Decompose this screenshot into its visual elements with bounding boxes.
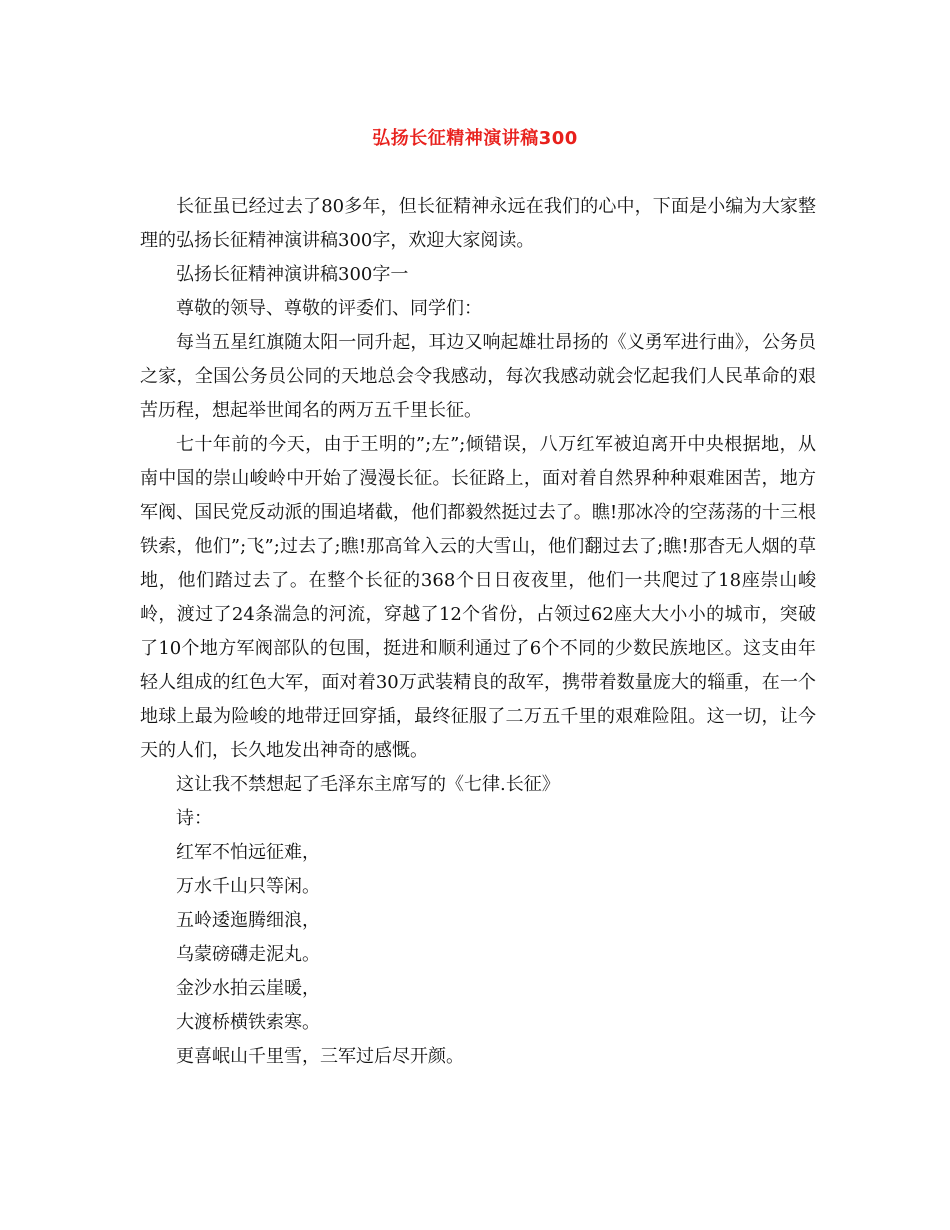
poem-line: 乌蒙磅礴走泥丸。 [176,944,320,965]
poem-line: 万水千山只等闲。 [176,876,320,897]
poem-line: 金沙水拍云崖暖， [176,978,320,999]
document-body [140,190,816,1074]
poem-line: 更喜岷山千里雪，三军过后尽开颜。 [176,1046,464,1067]
poem-line: 红军不怕远征难， [176,842,320,863]
speech-heading: 弘扬长征精神演讲稿300字一 [176,264,409,285]
poem-label: 诗： [176,808,212,829]
intro-paragraph: 长征虽已经过去了80多年，但长征精神永远在我们的心中，下面是小编为大家整理的弘扬长征精神演讲稿300字，欢迎大家阅读。 [140,196,816,251]
body-paragraph: 每当五星红旗随太阳一同升起，耳边又响起雄壮昂扬的《义勇军进行曲》，公务员之家，全国公务员公同的天地总会令我感动，每次我感动就会忆起我们人民革命的艰苦历程，想起举世闻名的两万五千里长征。 [140,332,816,421]
poem-line: 五岭逶迤腾细浪， [176,910,320,931]
poem-line: 大渡桥横铁索寒。 [176,1012,320,1033]
body-paragraph: 这让我不禁想起了毛泽东主席写的《七律.长征》 [176,774,560,795]
body-paragraph: 七十年前的今天，由于王明的”;左”;倾错误，八万红军被迫离开中央根据地，从南中国的崇山峻岭中开始了漫漫长征。长征路上，面对着自然界种种艰难困苦，地方军阀、国民党反动派的围追堵截，他们都毅然挺过去了。瞧!那冰冷的空荡荡的十三根铁索，他们”;飞”;过去了;瞧!那高耸入云的大雪山，他们翻过去了;瞧!那杳无人烟的草地，他们踏过去了。在整个长征的368个日日夜夜里，他们一共爬过了18座崇山峻岭，渡过了24条湍急的河流，穿越了12个省份，占领过62座大大小小的城市，突破了10个地方军阀部队的包围，挺进和顺利通过了6个不同的少数民族地区。这支由年轻人组成的红色大军，面对着30万武装精良的敌军，携带着数量庞大的辎重，在一个地球上最为险峻的地带迂回穿插，最终征服了二万五千里的艰难险阻。这一切，让今天的人们，长久地发出神奇的感慨。 [140,434,816,761]
document-title: 弘扬长征精神演讲稿300 [372,128,578,149]
salutation-paragraph: 尊敬的领导、尊敬的评委们、同学们： [176,298,482,319]
